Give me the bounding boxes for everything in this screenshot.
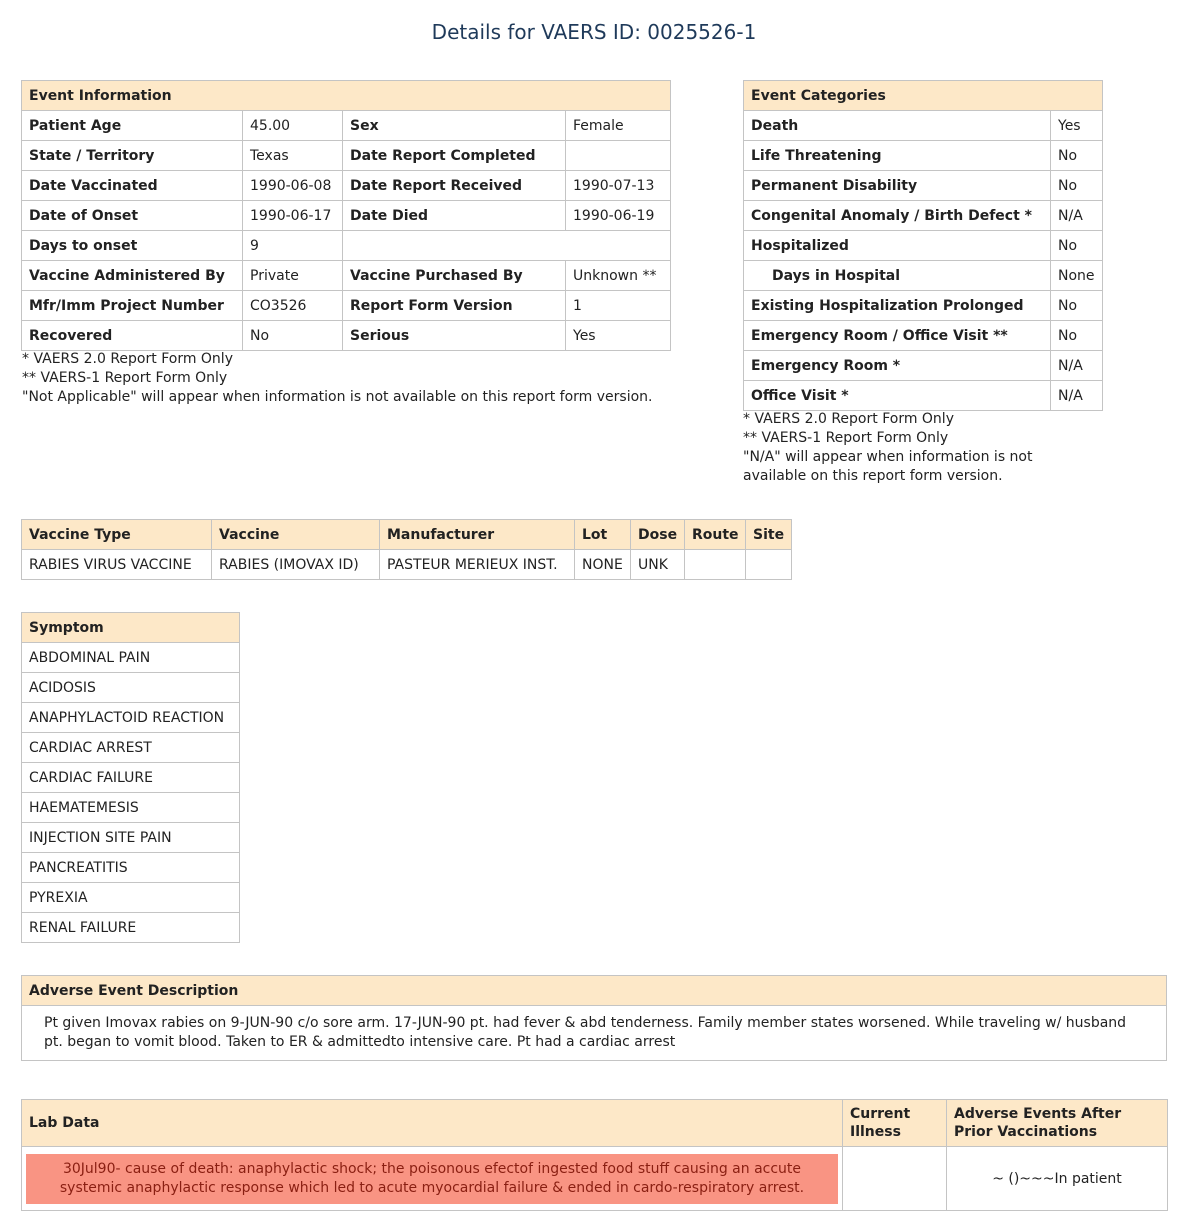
symptom-item: CARDIAC FAILURE [22, 763, 240, 793]
category-label: Emergency Room * [744, 351, 1051, 381]
field-value [566, 141, 671, 171]
vaccine-column-header: Manufacturer [380, 520, 575, 550]
vaccine-cell: UNK [631, 550, 685, 580]
symptom-item: ACIDOSIS [22, 673, 240, 703]
category-value: N/A [1051, 381, 1103, 411]
adverse-event-description-table [21, 975, 1167, 1061]
vaccine-row [22, 550, 792, 580]
vaccine-cell [746, 550, 792, 580]
event-category-row [744, 111, 1103, 141]
vaccine-table [21, 519, 792, 580]
field-label: Report Form Version [343, 291, 566, 321]
current-illness-value [843, 1147, 947, 1211]
symptom-item: ANAPHYLACTOID REACTION [22, 703, 240, 733]
field-value: Private [243, 261, 343, 291]
event-info-row [22, 261, 671, 291]
field-value: 1990-06-17 [243, 201, 343, 231]
symptom-item: RENAL FAILURE [22, 913, 240, 943]
category-value: No [1051, 171, 1103, 201]
field-label: State / Territory [22, 141, 243, 171]
event-categories-table [743, 80, 1103, 411]
field-label: Vaccine Administered By [22, 261, 243, 291]
field-value: No [243, 321, 343, 351]
field-value: 1990-06-19 [566, 201, 671, 231]
category-value: N/A [1051, 201, 1103, 231]
lab-data-header: Lab Data [22, 1100, 843, 1147]
event-category-row [744, 141, 1103, 171]
adverse-event-text: Pt given Imovax rabies on 9-JUN-90 c/o sore arm. 17-JUN-90 pt. had fever & abd tenderness. Family member states worsened. While traveling w/ husband pt. began to vomit blood. Taken to ER & admittedto intensive care. Pt had a cardiac arrest [22, 1006, 1167, 1061]
footnote: * VAERS 2.0 Report Form Only [22, 351, 233, 367]
field-label: Days to onset [22, 231, 243, 261]
lab-data-text: 30Jul90- cause of death: anaphylactic shock; the poisonous efectof ingested food stuff causing an accute systemic anaphylactic response which led to acute myocardial failure & ended in cardo-respiratory arrest. [26, 1154, 838, 1204]
field-value: Yes [566, 321, 671, 351]
vaccine-cell [685, 550, 746, 580]
field-label: Date of Onset [22, 201, 243, 231]
field-label: Date Report Received [343, 171, 566, 201]
event-info-row [22, 111, 671, 141]
adverse-event-header: Adverse Event Description [22, 976, 1167, 1006]
vaccine-column-header: Dose [631, 520, 685, 550]
footnote: * VAERS 2.0 Report Form Only [743, 411, 954, 427]
prior-vaccinations-header: Adverse Events After Prior Vaccinations [947, 1100, 1168, 1147]
prior-vaccinations-value: ~ ()~~~In patient [947, 1147, 1168, 1211]
category-value: No [1051, 291, 1103, 321]
category-value: N/A [1051, 351, 1103, 381]
category-label: Life Threatening [744, 141, 1051, 171]
vaccine-column-header: Site [746, 520, 792, 550]
event-information-header: Event Information [22, 81, 671, 111]
page-title: Details for VAERS ID: 0025526-1 [431, 20, 757, 44]
event-categories-notes [743, 410, 1033, 486]
category-value: Yes [1051, 111, 1103, 141]
vaccine-column-header: Vaccine Type [22, 520, 212, 550]
event-category-row [744, 381, 1103, 411]
field-value: 9 [243, 231, 343, 261]
field-value: Female [566, 111, 671, 141]
field-value: 1990-06-08 [243, 171, 343, 201]
event-info-row [22, 141, 671, 171]
category-label: Congenital Anomaly / Birth Defect * [744, 201, 1051, 231]
event-information-table [21, 80, 671, 351]
footnote: "N/A" will appear when information is not [743, 449, 1033, 465]
vaccine-cell: PASTEUR MERIEUX INST. [380, 550, 575, 580]
symptom-item: INJECTION SITE PAIN [22, 823, 240, 853]
category-label: Death [744, 111, 1051, 141]
field-value: 1 [566, 291, 671, 321]
event-category-row [744, 231, 1103, 261]
symptom-item: HAEMATEMESIS [22, 793, 240, 823]
symptom-table [21, 612, 240, 943]
field-label: Serious [343, 321, 566, 351]
lab-data-table [21, 1099, 1168, 1211]
footnote: "Not Applicable" will appear when information is not available on this report form version. [22, 389, 653, 405]
event-info-row [22, 201, 671, 231]
current-illness-header: Current Illness [843, 1100, 947, 1147]
symptom-item: ABDOMINAL PAIN [22, 643, 240, 673]
field-label: Recovered [22, 321, 243, 351]
event-categories-header: Event Categories [744, 81, 1103, 111]
category-value: No [1051, 231, 1103, 261]
vaccine-cell: RABIES VIRUS VACCINE [22, 550, 212, 580]
event-info-row [22, 171, 671, 201]
vaccine-column-header: Vaccine [212, 520, 380, 550]
field-value: 45.00 [243, 111, 343, 141]
category-label: Hospitalized [744, 231, 1051, 261]
field-value: 1990-07-13 [566, 171, 671, 201]
event-info-row [22, 231, 671, 261]
event-category-row [744, 351, 1103, 381]
category-value: No [1051, 141, 1103, 171]
field-value: CO3526 [243, 291, 343, 321]
category-label: Office Visit * [744, 381, 1051, 411]
event-info-row [22, 321, 671, 351]
category-label: Existing Hospitalization Prolonged [744, 291, 1051, 321]
event-category-row [744, 321, 1103, 351]
vaccine-column-header: Lot [575, 520, 631, 550]
event-info-row [22, 291, 671, 321]
category-value: No [1051, 321, 1103, 351]
event-information-notes [22, 350, 653, 407]
event-category-row [744, 201, 1103, 231]
symptom-item: PANCREATITIS [22, 853, 240, 883]
field-value: Texas [243, 141, 343, 171]
vaccine-cell: RABIES (IMOVAX ID) [212, 550, 380, 580]
symptom-item: CARDIAC ARREST [22, 733, 240, 763]
category-value: None [1051, 261, 1103, 291]
symptom-item: PYREXIA [22, 883, 240, 913]
field-label: Date Died [343, 201, 566, 231]
field-value: Unknown ** [566, 261, 671, 291]
footnote: ** VAERS-1 Report Form Only [22, 370, 228, 386]
field-label: Sex [343, 111, 566, 141]
event-category-row [744, 261, 1103, 291]
footnote: available on this report form version. [743, 468, 1003, 484]
empty-cell [343, 231, 671, 261]
field-label: Vaccine Purchased By [343, 261, 566, 291]
field-label: Patient Age [22, 111, 243, 141]
field-label: Date Vaccinated [22, 171, 243, 201]
vaccine-cell: NONE [575, 550, 631, 580]
field-label: Mfr/Imm Project Number [22, 291, 243, 321]
symptom-header: Symptom [22, 613, 240, 643]
category-label: Permanent Disability [744, 171, 1051, 201]
event-category-row [744, 171, 1103, 201]
vaccine-column-header: Route [685, 520, 746, 550]
event-category-row [744, 291, 1103, 321]
category-label: Days in Hospital [744, 261, 1051, 291]
footnote: ** VAERS-1 Report Form Only [743, 430, 949, 446]
category-label: Emergency Room / Office Visit ** [744, 321, 1051, 351]
field-label: Date Report Completed [343, 141, 566, 171]
